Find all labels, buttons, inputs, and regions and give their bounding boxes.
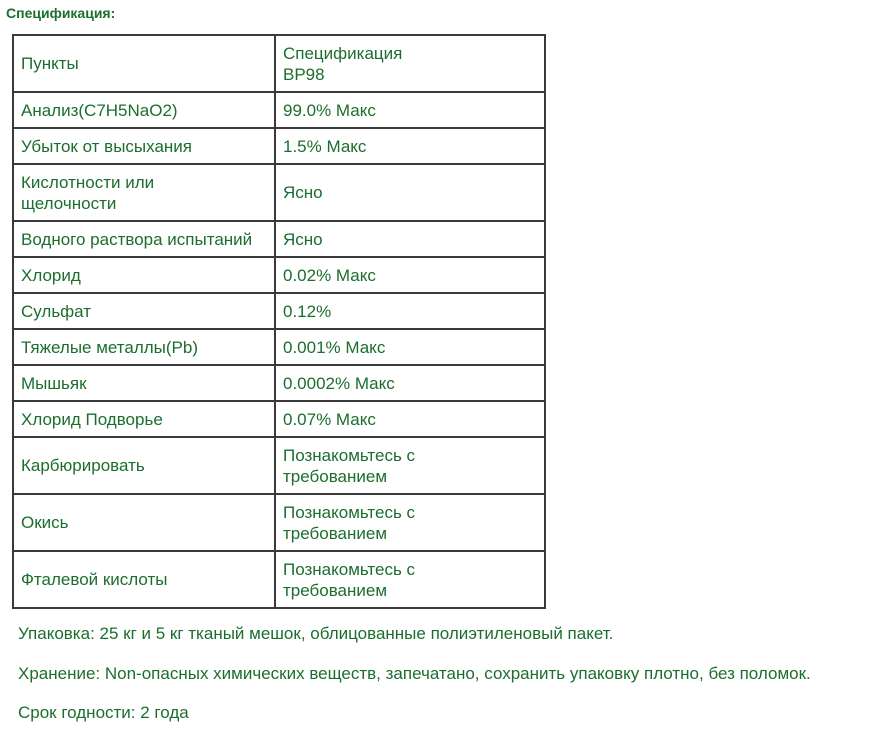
row-spec [275, 437, 545, 494]
table-row [13, 401, 545, 437]
shelf-life-note: Срок годности: 2 года [18, 703, 189, 722]
table-row [13, 128, 545, 164]
row-item: Водного раствора испытаний [13, 221, 275, 257]
row-item-line2: щелочности [21, 193, 117, 213]
header-items: Пункты [13, 35, 275, 92]
row-item [13, 164, 275, 221]
table-row [13, 257, 545, 293]
header-spec-line2: BP98 [283, 64, 325, 84]
table-row [13, 551, 545, 608]
header-specification [275, 35, 545, 92]
row-item: Анализ(C7H5NaO2) [13, 92, 275, 128]
row-spec-line2: требованием [283, 580, 388, 600]
row-item-line1: Кислотности или [21, 172, 155, 192]
row-spec: 1.5% Макс [275, 128, 545, 164]
row-spec: 0.02% Макс [275, 257, 545, 293]
row-item: Карбюрировать [13, 437, 275, 494]
row-item: Убыток от высыхания [13, 128, 275, 164]
section-heading: Спецификация: [6, 5, 116, 21]
row-spec: 0.0002% Макс [275, 365, 545, 401]
packaging-note: Упаковка: 25 кг и 5 кг тканый мешок, облицованные полиэтиленовый пакет. [18, 624, 614, 643]
row-spec: 0.001% Макс [275, 329, 545, 365]
table-header-row [13, 35, 545, 92]
row-spec-line2: требованием [283, 466, 388, 486]
row-spec: 0.12% [275, 293, 545, 329]
row-spec: Ясно [275, 221, 545, 257]
table-row [13, 365, 545, 401]
row-spec [275, 551, 545, 608]
table-row [13, 329, 545, 365]
row-item: Фталевой кислоты [13, 551, 275, 608]
storage-note: Хранение: Non-опасных химических веществ, запечатано, сохранить упаковку плотно, без поломок. [18, 664, 811, 683]
row-item: Сульфат [13, 293, 275, 329]
row-spec [275, 494, 545, 551]
table-row [13, 437, 545, 494]
row-item: Мышьяк [13, 365, 275, 401]
row-spec: 0.07% Макс [275, 401, 545, 437]
row-item: Хлорид [13, 257, 275, 293]
row-spec-line1: Познакомьтесь с [283, 559, 416, 579]
row-spec-line2: требованием [283, 523, 388, 543]
table-row [13, 92, 545, 128]
row-item: Хлорид Подворье [13, 401, 275, 437]
table-row [13, 494, 545, 551]
table-row [13, 164, 545, 221]
row-spec-line1: Познакомьтесь с [283, 445, 416, 465]
specification-table [12, 34, 546, 609]
table-row [13, 221, 545, 257]
row-spec: 99.0% Макс [275, 92, 545, 128]
row-spec: Ясно [275, 164, 545, 221]
row-item: Тяжелые металлы(Pb) [13, 329, 275, 365]
row-item: Окись [13, 494, 275, 551]
table-row [13, 293, 545, 329]
row-spec-line1: Познакомьтесь с [283, 502, 416, 522]
header-spec-line1: Спецификация [283, 43, 403, 63]
